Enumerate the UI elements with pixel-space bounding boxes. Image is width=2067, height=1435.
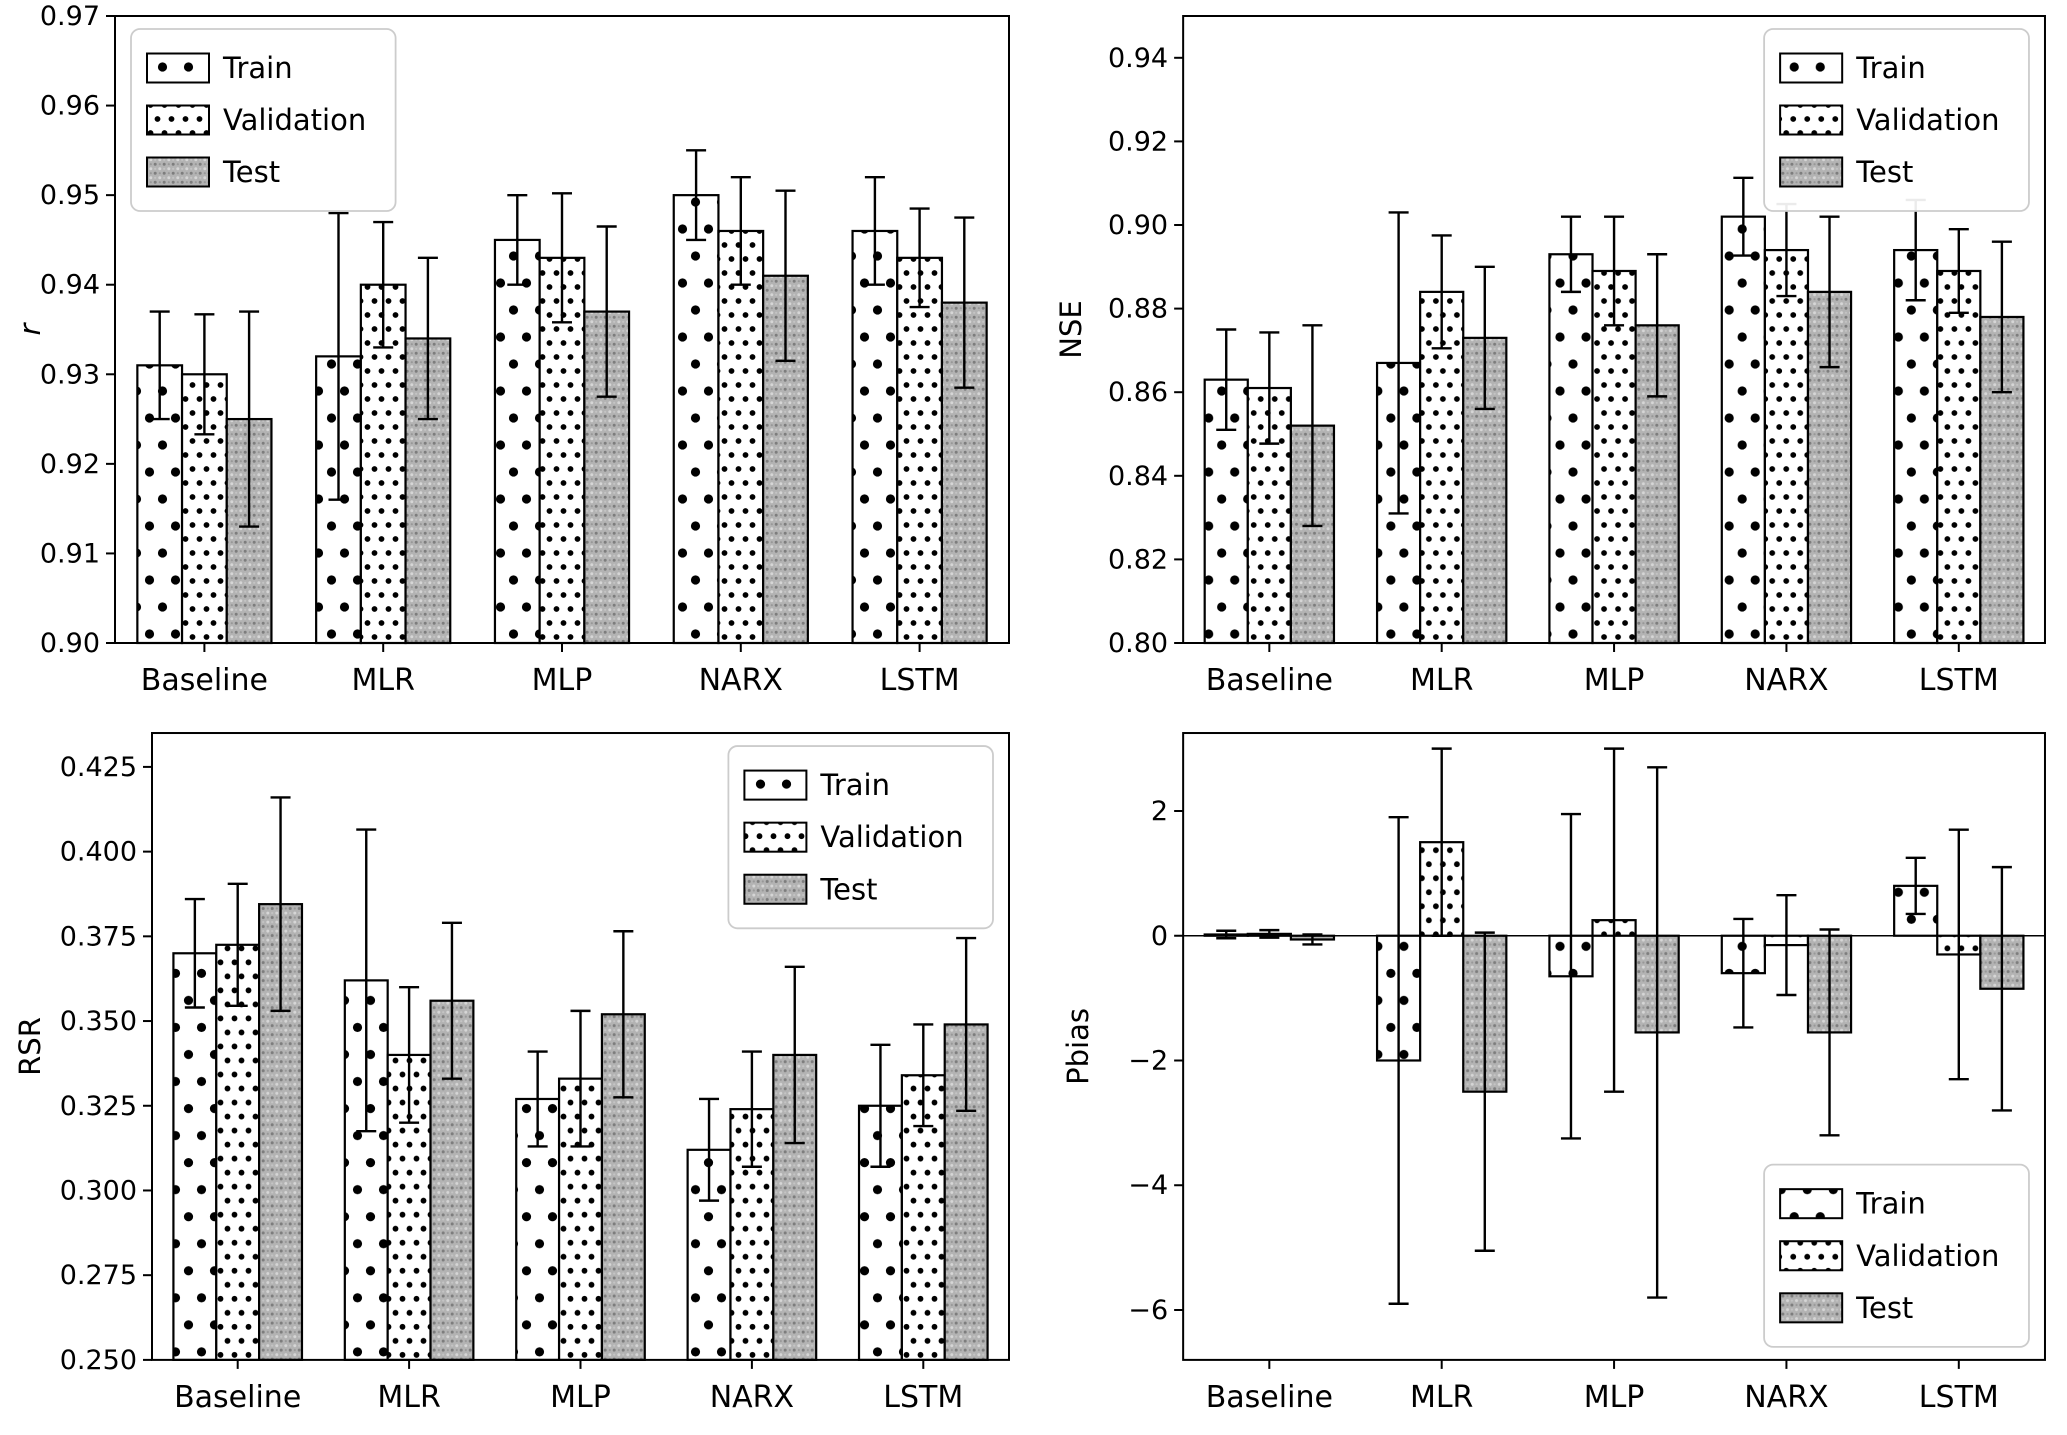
svg-text:Validation: Validation [223, 103, 367, 137]
svg-text:0.90: 0.90 [1107, 210, 1169, 241]
svg-text:NARX: NARX [709, 1379, 795, 1415]
svg-text:MLR: MLR [1409, 663, 1474, 698]
svg-text:0.94: 0.94 [39, 269, 100, 301]
svg-text:0.96: 0.96 [39, 90, 100, 122]
svg-text:0: 0 [1150, 920, 1169, 952]
svg-text:Validation: Validation [1856, 103, 2000, 137]
svg-text:−6: −6 [1128, 1295, 1169, 1327]
svg-text:LSTM: LSTM [1918, 1379, 1999, 1415]
svg-text:0.425: 0.425 [59, 751, 137, 783]
svg-text:0.93: 0.93 [39, 359, 100, 391]
svg-text:NARX: NARX [1744, 663, 1829, 698]
svg-text:Train: Train [223, 51, 293, 85]
svg-text:MLP: MLP [550, 1379, 611, 1415]
svg-text:MLP: MLP [531, 663, 593, 698]
svg-text:MLP: MLP [1583, 663, 1645, 698]
svg-text:−4: −4 [1128, 1170, 1169, 1202]
svg-text:0.91: 0.91 [39, 538, 100, 570]
svg-text:Baseline: Baseline [174, 1379, 302, 1415]
svg-text:MLR: MLR [1409, 1379, 1474, 1415]
svg-text:0.400: 0.400 [59, 836, 137, 868]
svg-text:0.95: 0.95 [39, 180, 100, 212]
subplot-rsr [0, 717, 1033, 1435]
svg-text:0.97: 0.97 [39, 1, 100, 32]
subplot-nse [1033, 0, 2067, 717]
subplot-r [0, 0, 1033, 717]
svg-text:Validation: Validation [1856, 1238, 2000, 1273]
svg-text:Test: Test [1856, 1290, 1914, 1325]
chart-nse [1033, 0, 2067, 717]
svg-text:0.350: 0.350 [59, 1006, 137, 1038]
svg-text:2: 2 [1150, 795, 1169, 828]
svg-text:Train: Train [1856, 51, 1926, 85]
chart-r [0, 0, 1033, 717]
svg-text:0.82: 0.82 [1107, 544, 1169, 576]
svg-text:Validation: Validation [820, 820, 964, 855]
svg-text:NARX: NARX [1744, 1379, 1829, 1415]
svg-text:NARX: NARX [698, 663, 783, 698]
svg-text:0.84: 0.84 [1107, 460, 1169, 492]
svg-text:0.94: 0.94 [1107, 42, 1169, 74]
svg-text:0.325: 0.325 [59, 1090, 137, 1122]
svg-text:RSR: RSR [13, 1017, 47, 1076]
svg-text:0.92: 0.92 [39, 448, 100, 480]
svg-text:Test: Test [223, 155, 281, 189]
svg-text:Baseline: Baseline [140, 663, 269, 698]
svg-text:0.375: 0.375 [59, 921, 137, 953]
svg-text:Baseline: Baseline [1205, 1379, 1333, 1415]
subplot-pbias [1033, 717, 2067, 1435]
svg-text:MLR: MLR [377, 1379, 441, 1415]
svg-text:0.275: 0.275 [59, 1260, 137, 1292]
svg-text:LSTM: LSTM [879, 663, 960, 698]
svg-text:0.92: 0.92 [1107, 126, 1169, 158]
svg-text:Train: Train [1856, 1186, 1926, 1221]
svg-text:Pbias: Pbias [1061, 1008, 1096, 1085]
chart-rsr [0, 717, 1033, 1435]
svg-text:Test: Test [1856, 155, 1914, 189]
svg-text:0.86: 0.86 [1107, 377, 1169, 409]
svg-text:Test: Test [820, 872, 878, 907]
svg-text:LSTM: LSTM [1918, 663, 1999, 698]
svg-text:−2: −2 [1128, 1045, 1169, 1077]
svg-text:0.250: 0.250 [59, 1344, 137, 1376]
svg-text:0.90: 0.90 [39, 628, 100, 659]
svg-text:Baseline: Baseline [1205, 663, 1333, 698]
svg-text:LSTM: LSTM [883, 1379, 964, 1415]
svg-text:r: r [13, 323, 47, 336]
svg-text:NSE: NSE [1054, 300, 1089, 359]
svg-text:0.300: 0.300 [59, 1175, 137, 1207]
svg-text:MLP: MLP [1583, 1379, 1645, 1415]
svg-text:0.88: 0.88 [1107, 293, 1169, 325]
svg-text:Train: Train [820, 768, 890, 803]
chart-pbias [1033, 717, 2067, 1435]
svg-text:0.80: 0.80 [1107, 628, 1169, 659]
svg-text:MLR: MLR [351, 663, 415, 698]
